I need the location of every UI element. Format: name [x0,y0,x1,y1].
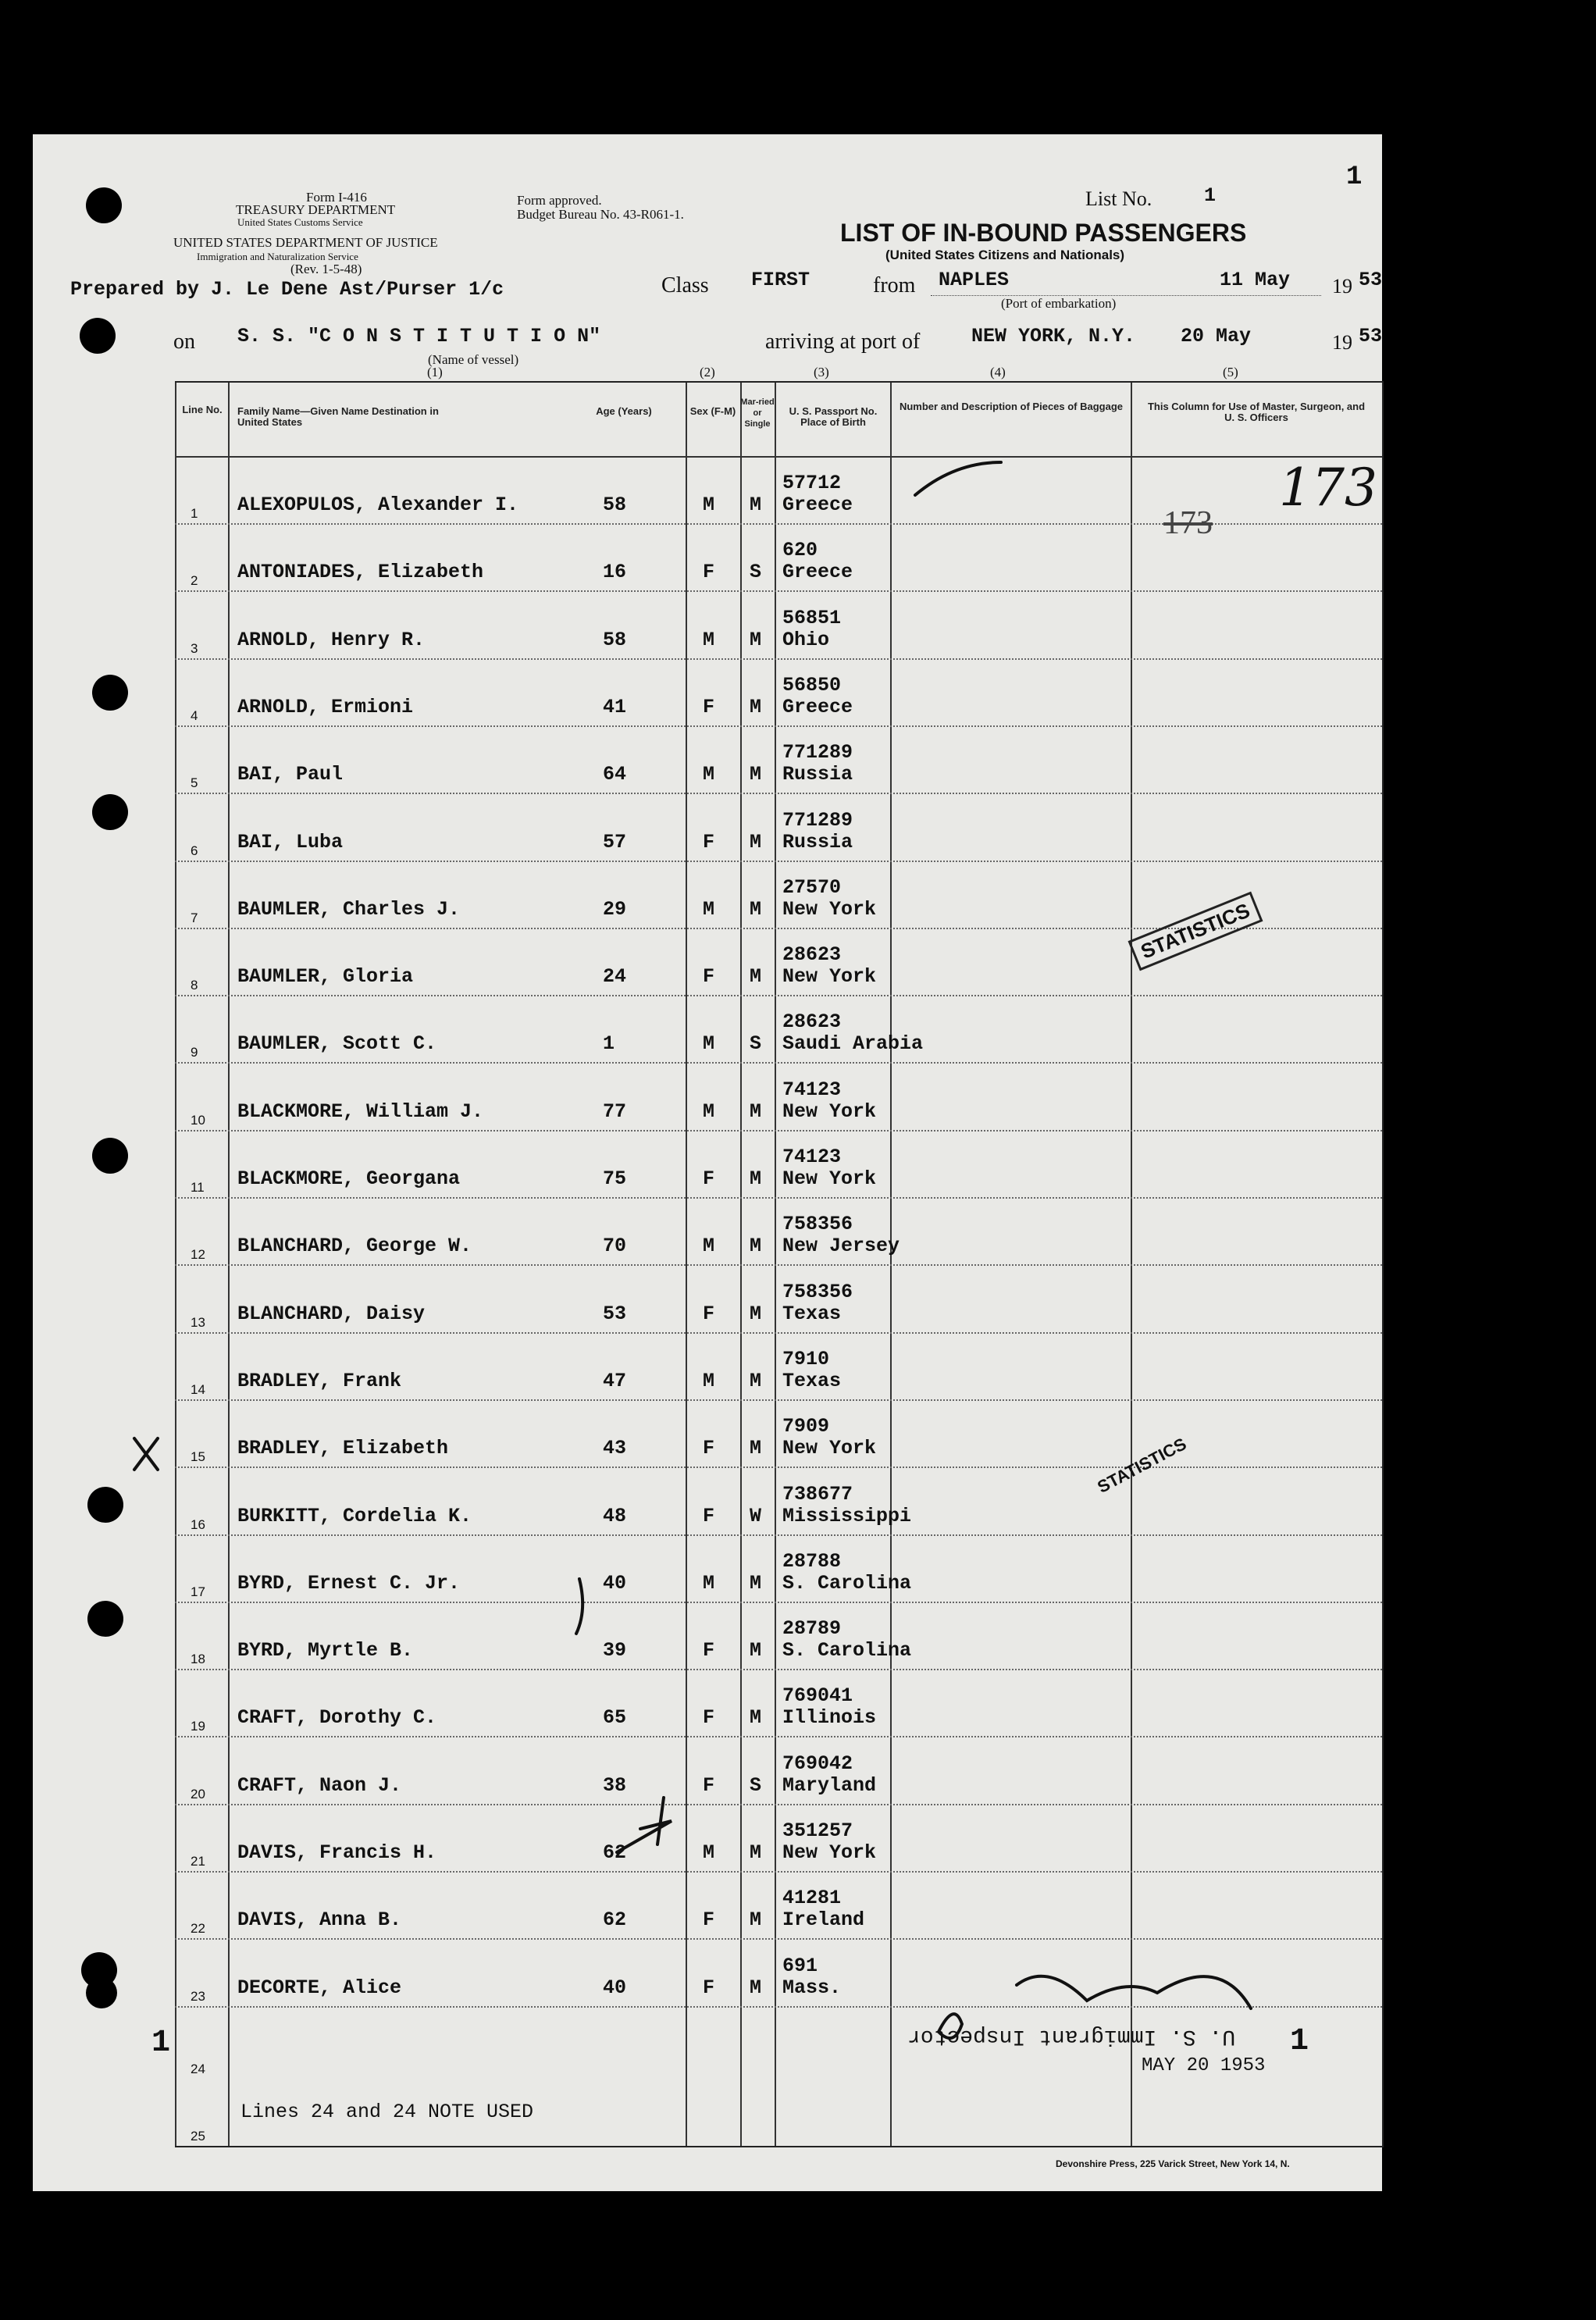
prepared-by: Prepared by J. Le Dene Ast/Purser 1/c [70,278,504,301]
passenger-name: DECORTE, Alice [237,1976,402,1999]
passenger-age: 16 [603,561,627,584]
passenger-sex: M [703,1032,715,1056]
header-sex: Sex (F-M) [689,405,736,417]
line-number: 11 [191,1180,205,1195]
passenger-age: 29 [603,897,627,921]
birth-place: Maryland [782,1773,877,1797]
passenger-name: BYRD, Myrtle B. [237,1639,414,1662]
passenger-name: CRAFT, Dorothy C. [237,1706,437,1730]
handwritten-marks [33,134,1382,2191]
line-number: 9 [191,1045,198,1060]
passport-number: 771289 [782,741,853,764]
passenger-name: BAUMLER, Gloria [237,965,414,989]
birth-place: New York [782,1437,877,1460]
header-marital: Mar-ried or Single [740,397,775,429]
line-number: 6 [191,843,198,858]
passenger-sex: M [703,494,715,516]
line-number: 13 [191,1314,205,1330]
passenger-name: DAVIS, Francis H. [237,1841,437,1864]
birth-place: Texas [782,1302,842,1325]
passenger-sex: F [703,1167,715,1190]
passport-number: 28623 [782,1010,842,1034]
passenger-age: 70 [603,1235,627,1258]
margin-one-right: 1 [1290,2024,1309,2059]
passenger-age: 1 [603,1032,615,1056]
year-1: 53 [1359,269,1383,291]
passenger-name: BRADLEY, Frank [237,1369,402,1392]
passenger-age: 64 [603,763,627,786]
birth-place: Russia [782,830,853,854]
line-number: 18 [191,1652,205,1667]
passport-number: 769041 [782,1684,853,1708]
birth-place: Greece [782,695,853,718]
passenger-marital: M [750,695,762,718]
line-number: 15 [191,1449,205,1465]
officer-count-handwritten: 173 [1279,458,1377,518]
passport-number: 758356 [782,1213,853,1236]
passenger-name: DAVIS, Anna B. [237,1908,402,1932]
passenger-marital: M [750,965,762,989]
passenger-age: 53 [603,1302,627,1325]
form-approved: Form approved. [517,193,602,208]
passenger-marital: M [750,1908,762,1932]
passport-number: 56851 [782,606,842,629]
col-number-2: (2) [700,365,715,380]
passport-number: 28789 [782,1617,842,1641]
page-subtitle: (United States Citizens and Nationals) [885,248,1125,262]
arrival-date: 20 May [1181,325,1252,347]
passenger-marital: S [750,561,762,584]
passenger-marital: M [750,1235,762,1258]
treasury-dept: TREASURY DEPARTMENT [236,202,396,217]
passenger-sex: F [703,1504,715,1527]
passenger-sex: M [703,628,715,651]
birth-place: Greece [782,494,853,516]
passenger-name: BAI, Luba [237,830,344,854]
passenger-sex: M [703,1099,715,1123]
passenger-name: BAUMLER, Scott C. [237,1032,437,1056]
passenger-sex: M [703,1571,715,1595]
passenger-sex: F [703,561,715,584]
line-number: 3 [191,640,198,656]
manifest-page [33,134,1382,2191]
passenger-name: BLACKMORE, Georgana [237,1167,461,1190]
passenger-marital: M [750,1841,762,1864]
embark-caption: (Port of embarkation) [1001,296,1117,311]
line-number: 10 [191,1112,205,1128]
passenger-marital: M [750,830,762,854]
header-age: Age (Years) [596,405,652,417]
unused-lines-note: Lines 24 and 24 NOTE USED [240,2101,534,2123]
passport-number: 74123 [782,1078,842,1101]
passenger-marital: M [750,628,762,651]
passenger-marital: M [750,1571,762,1595]
line-number-25: 25 [191,2129,205,2144]
passenger-marital: M [750,1302,762,1325]
passenger-age: 75 [603,1167,627,1190]
line-number: 17 [191,1584,205,1599]
passenger-name: BLACKMORE, William J. [237,1099,484,1123]
passenger-marital: M [750,1167,762,1190]
birth-place: Saudi Arabia [782,1032,924,1056]
passenger-name: BLANCHARD, George W. [237,1235,472,1258]
passport-number: 41281 [782,1887,842,1910]
passenger-sex: M [703,1369,715,1392]
year-prefix-1: 19 [1332,275,1352,298]
passenger-name: BYRD, Ernest C. Jr. [237,1571,461,1595]
birth-place: S. Carolina [782,1571,912,1595]
customs-service: United States Customs Service [237,216,363,228]
class-value: FIRST [751,269,810,291]
passport-number: 28788 [782,1549,842,1573]
passport-number: 27570 [782,875,842,899]
passenger-age: 47 [603,1369,627,1392]
birth-place: New Jersey [782,1235,900,1258]
passenger-age: 62 [603,1908,627,1932]
passenger-name: BRADLEY, Elizabeth [237,1437,449,1460]
passenger-age: 40 [603,1571,627,1595]
line-number: 14 [191,1381,205,1397]
passenger-sex: F [703,1437,715,1460]
passenger-marital: M [750,1369,762,1392]
class-label: Class [661,273,709,298]
birth-place: Mississippi [782,1504,912,1527]
birth-place: Russia [782,763,853,786]
birth-place: New York [782,1841,877,1864]
passport-number: 691 [782,1954,818,1977]
passport-number: 758356 [782,1280,853,1303]
vessel-name: S. S. "C O N S T I T U T I O N" [237,325,601,347]
passport-number: 74123 [782,1146,842,1168]
passenger-age: 43 [603,1437,627,1460]
depart-date: 11 May [1220,269,1291,291]
birth-place: Illinois [782,1706,877,1730]
passenger-name: BAUMLER, Charles J. [237,897,461,921]
form-number: Form I-416 [306,190,367,205]
passenger-name: BLANCHARD, Daisy [237,1302,426,1325]
line-number-24: 24 [191,2062,205,2076]
birth-place: Mass. [782,1976,842,1999]
line-number: 2 [191,573,198,589]
passenger-age: 57 [603,830,627,854]
passenger-marital: M [750,1099,762,1123]
from-label: from [873,273,916,298]
line-number: 12 [191,1247,205,1263]
passenger-name: ALEXOPULOS, Alexander I. [237,494,519,516]
birth-place: Greece [782,561,853,584]
passenger-age: 48 [603,1504,627,1527]
passport-number: 620 [782,539,818,562]
passenger-age: 40 [603,1976,627,1999]
passenger-name: BURKITT, Cordelia K. [237,1504,472,1527]
passport-number: 771289 [782,808,853,832]
list-number: 1 [1204,184,1217,207]
line-number: 5 [191,775,198,791]
birth-place: Ireland [782,1908,865,1932]
line-number: 16 [191,1516,205,1532]
passport-number: 28623 [782,943,842,967]
passenger-name: ARNOLD, Henry R. [237,628,426,651]
passenger-marital: M [750,494,762,516]
justice-dept: UNITED STATES DEPARTMENT OF JUSTICE [173,235,438,250]
line-number: 23 [191,1988,205,2004]
passenger-age: 58 [603,494,627,516]
passport-number: 56850 [782,673,842,697]
birth-place: New York [782,1099,877,1123]
inspector-date: MAY 20 1953 [1142,2055,1266,2076]
embark-port: NAPLES [939,269,1010,291]
passenger-sex: F [703,1976,715,1999]
statistics-stamp: STATISTICS [1094,1434,1190,1497]
page-title: LIST OF IN-BOUND PASSENGERS [840,219,1247,247]
header-name: Family Name—Given Name Destination in United States [237,405,439,428]
passenger-marital: S [750,1773,762,1797]
birth-place: S. Carolina [782,1639,912,1662]
passenger-marital: M [750,1437,762,1460]
line-number: 1 [191,506,198,521]
passenger-age: 77 [603,1099,627,1123]
passport-number: 769042 [782,1752,853,1775]
passenger-marital: S [750,1032,762,1056]
passport-number: 57712 [782,472,842,494]
line-number: 19 [191,1719,205,1734]
col-number-3: (3) [814,365,829,380]
passenger-sex: F [703,1908,715,1932]
passenger-age: 58 [603,628,627,651]
arrival-port: NEW YORK, N.Y. [971,325,1136,347]
line-number: 8 [191,978,198,993]
line-number: 21 [191,1854,205,1869]
passenger-name: ARNOLD, Ermioni [237,695,414,718]
passenger-sex: F [703,965,715,989]
year-2: 53 [1359,325,1383,347]
passenger-sex: M [703,1841,715,1864]
birth-place: Texas [782,1369,842,1392]
passenger-sex: F [703,695,715,718]
passenger-name: BAI, Paul [237,763,344,786]
passenger-name: CRAFT, Naon J. [237,1773,402,1797]
passenger-age: 62 [603,1841,627,1864]
margin-one-left: 1 [151,2026,171,2061]
passenger-sex: F [703,830,715,854]
header-line-no: Line No. [182,404,223,415]
passenger-age: 41 [603,695,627,718]
passenger-age: 65 [603,1706,627,1730]
year-prefix-2: 19 [1332,331,1352,354]
passenger-sex: M [703,763,715,786]
header-baggage: Number and Description of Pieces of Baggage [899,401,1124,412]
passport-number: 7909 [782,1415,830,1438]
arriving-label: arriving at port of [765,330,921,354]
passenger-name: ANTONIADES, Elizabeth [237,561,484,584]
passenger-marital: M [750,1639,762,1662]
passenger-marital: M [750,897,762,921]
birth-place: New York [782,1167,877,1190]
passenger-marital: W [750,1504,762,1527]
col-number-4: (4) [990,365,1006,380]
passenger-sex: F [703,1706,715,1730]
header-passport: U. S. Passport No. Place of Birth [789,405,878,428]
col-number-1: (1) [427,365,443,380]
col-number-5: (5) [1223,365,1238,380]
passenger-marital: M [750,1976,762,1999]
line-number: 4 [191,707,198,723]
passenger-age: 24 [603,965,627,989]
ins-service: Immigration and Naturalization Service [197,251,358,262]
passenger-marital: M [750,1706,762,1730]
inspector-stamp: U. S. Immigrant Inspector [907,2024,1236,2048]
revision: (Rev. 1-5-48) [290,262,362,276]
list-label: List No. [1085,187,1152,210]
passenger-age: 38 [603,1773,627,1797]
passenger-sex: M [703,1235,715,1258]
birth-place: New York [782,897,877,921]
budget-bureau: Budget Bureau No. 43-R061-1. [517,207,684,222]
page-number: 1 [1346,162,1363,192]
passenger-age: 39 [603,1639,627,1662]
header-officers: This Column for Use of Master, Surgeon, and U. S. Officers [1147,401,1366,423]
printer-imprint: Devonshire Press, 225 Varick Street, New York 14, N. [1056,2158,1290,2169]
passport-number: 7910 [782,1347,830,1370]
line-number: 7 [191,910,198,925]
statistics-stamp: STATISTICS [1128,892,1263,971]
birth-place: Ohio [782,628,830,651]
passenger-sex: M [703,897,715,921]
on-label: on [173,330,195,354]
line-number: 20 [191,1786,205,1801]
passport-number: 738677 [782,1482,853,1506]
passenger-sex: F [703,1773,715,1797]
birth-place: New York [782,965,877,989]
vessel-caption: (Name of vessel) [428,352,519,367]
officer-count-struck: 173 [1163,505,1213,541]
passenger-marital: M [750,763,762,786]
passenger-sex: F [703,1639,715,1662]
line-number: 22 [191,1921,205,1937]
passenger-sex: F [703,1302,715,1325]
passport-number: 351257 [782,1819,853,1842]
